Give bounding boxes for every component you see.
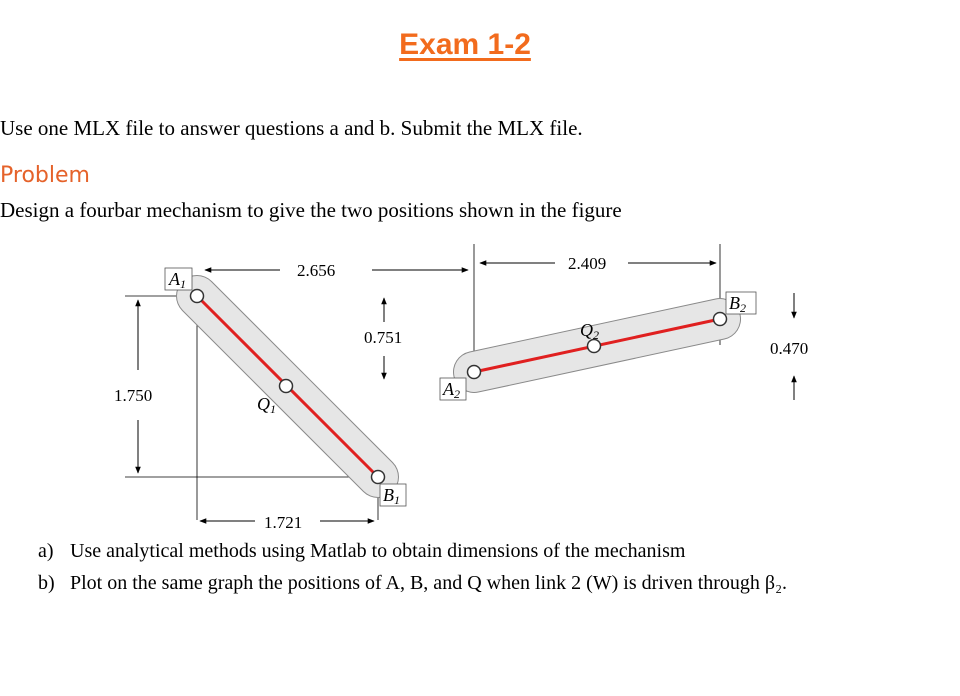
intro-text: Use one MLX file to answer questions a and b. Submit the MLX file. bbox=[0, 116, 583, 140]
question-b-letter: b) bbox=[38, 572, 55, 594]
dim-1750-label: 1.750 bbox=[114, 386, 153, 405]
dim-1721-label: 1.721 bbox=[264, 513, 303, 532]
question-list bbox=[38, 540, 787, 604]
pin-a2 bbox=[468, 366, 481, 379]
question-a-text: Use analytical methods using Matlab to obtain dimensions of the mechanism bbox=[70, 540, 686, 562]
label-b2: B2 bbox=[729, 293, 746, 315]
pin-a1 bbox=[191, 290, 204, 303]
pin-q1 bbox=[280, 380, 293, 393]
dim-0470-label: 0.470 bbox=[770, 339, 809, 358]
label-b1: B1 bbox=[383, 485, 400, 507]
pin-b2 bbox=[714, 313, 727, 326]
problem-heading: Problem bbox=[0, 163, 90, 188]
page-title: Exam 1-2 bbox=[399, 28, 531, 61]
dim-0751-label: 0.751 bbox=[364, 328, 403, 347]
design-text: Design a fourbar mechanism to give the two positions shown in the figure bbox=[0, 198, 622, 222]
label-q2: Q2 bbox=[580, 320, 599, 342]
question-a bbox=[38, 540, 787, 572]
label-q1: Q1 bbox=[257, 394, 276, 416]
label-a1: A1 bbox=[169, 269, 186, 291]
pin-b1 bbox=[372, 471, 385, 484]
question-b bbox=[38, 572, 787, 604]
label-a2: A2 bbox=[443, 379, 460, 401]
question-a-letter: a) bbox=[38, 540, 54, 562]
dim-2409-label: 2.409 bbox=[568, 254, 607, 273]
dim-2656-label: 2.656 bbox=[297, 261, 336, 280]
question-b-text: Plot on the same graph the positions of A, B, and Q when link 2 (W) is driven through β₂. bbox=[70, 572, 788, 594]
